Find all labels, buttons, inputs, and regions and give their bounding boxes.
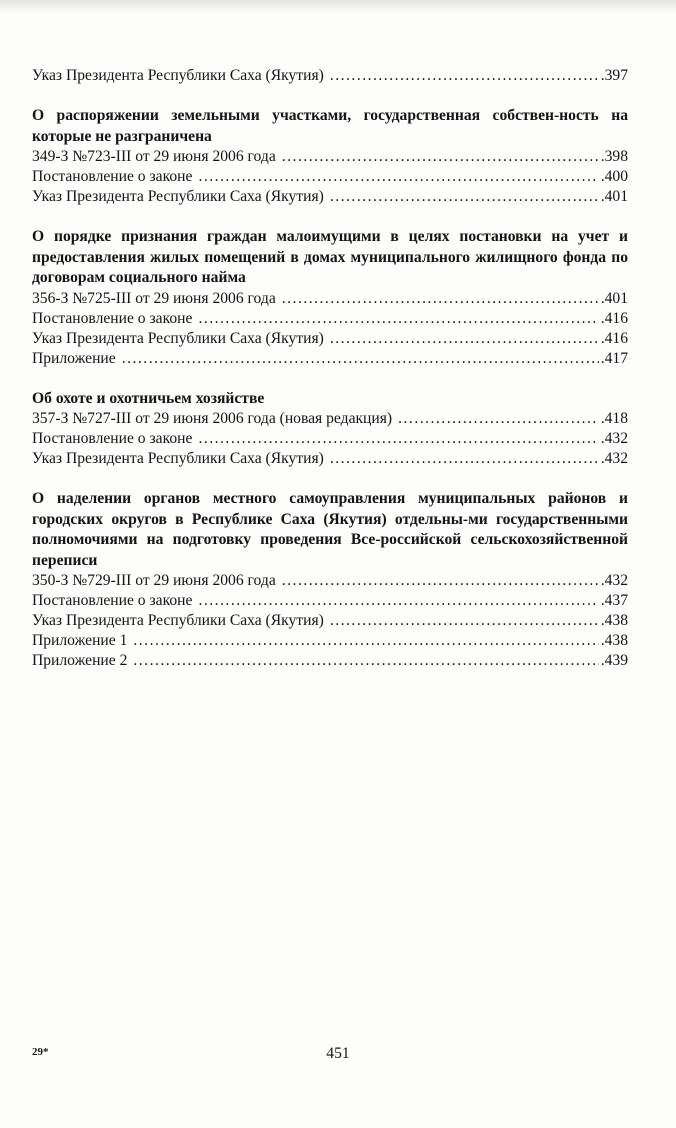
leader-dots [330, 449, 599, 469]
toc-entry[interactable] [32, 591, 628, 611]
section-title: О наделении органов местного самоуправления муниципальных районов и городских округов в Республике Саха (Якутия) отдельны-ми государственными полномочиями на подготовку проведения Все-российской сельскохозяйственной переписи [32, 490, 628, 569]
leader-dots [198, 429, 598, 449]
toc-entry[interactable] [32, 631, 628, 651]
toc-entry-page: .437 [600, 592, 628, 609]
leader-dots [282, 147, 599, 167]
toc-entry[interactable] [32, 309, 628, 329]
signature-mark: 29* [32, 1046, 49, 1058]
toc-entry-label: Указ Президента Республики Саха (Якутия) [32, 67, 324, 84]
toc-entry[interactable] [32, 349, 628, 369]
toc-entry-page: .397 [600, 67, 628, 84]
leader-dots [198, 591, 598, 611]
toc-entry-page: .416 [600, 329, 628, 347]
toc-entry-label: Постановление о законе [32, 430, 193, 447]
toc-section [32, 389, 628, 470]
toc-entry-label: Приложение [32, 349, 116, 367]
leader-dots [133, 651, 598, 671]
leader-dots [330, 329, 599, 349]
leader-dots [133, 631, 598, 651]
toc-entry-page: .400 [600, 168, 628, 185]
toc-entry[interactable] [32, 449, 628, 469]
toc-entry-label: Указ Президента Республики Саха (Якутия) [32, 329, 324, 347]
toc-entry-page: .398 [600, 148, 628, 165]
toc-entry[interactable] [32, 409, 628, 429]
leader-dots [398, 409, 599, 429]
toc-section [32, 489, 628, 671]
toc-entry-page: .416 [600, 309, 628, 327]
table-of-contents [32, 66, 628, 671]
toc-section [32, 227, 628, 369]
leader-dots [122, 349, 599, 369]
toc-entry[interactable] [32, 329, 628, 349]
leader-dots [198, 167, 598, 187]
toc-entry-label: 349-З №723-III от 29 июня 2006 года [32, 148, 276, 165]
section-title: Об охоте и охотничьем хозяйстве [32, 389, 265, 407]
toc-entry[interactable] [32, 187, 628, 207]
toc-entry-label: Указ Президента Республики Саха (Якутия) [32, 450, 324, 467]
toc-entry-page: .401 [600, 289, 628, 307]
toc-entry-page: .417 [600, 349, 628, 367]
toc-entry-label: Постановление о законе [32, 309, 193, 327]
toc-entry-page: .418 [600, 410, 628, 427]
intro-entries [32, 66, 628, 86]
toc-entry[interactable] [32, 571, 628, 591]
page-number: 451 [326, 1045, 350, 1062]
toc-entry-page: .439 [600, 652, 628, 669]
toc-entry[interactable] [32, 66, 628, 86]
leader-dots [330, 187, 599, 207]
leader-dots [330, 611, 599, 631]
toc-section [32, 106, 628, 207]
toc-entry-label: Указ Президента Республики Саха (Якутия) [32, 612, 324, 629]
section-title: О порядке признания граждан малоимущими в целях постановки на учет и предоставления жилых помещений в домах муниципального жилищного фонда по договорам социального найма [32, 228, 628, 286]
toc-entry-label: Постановление о законе [32, 168, 193, 185]
toc-entry[interactable] [32, 289, 628, 309]
toc-entry-page: .432 [600, 430, 628, 447]
toc-entry[interactable] [32, 167, 628, 187]
toc-entry-page: .432 [600, 450, 628, 467]
toc-entry-page: .438 [600, 632, 628, 649]
toc-entry-label: Приложение 1 [32, 632, 128, 649]
toc-entry[interactable] [32, 651, 628, 671]
toc-entry-label: Постановление о законе [32, 592, 193, 609]
page-top-edge [0, 0, 676, 14]
toc-entry[interactable] [32, 147, 628, 167]
toc-entry[interactable] [32, 611, 628, 631]
toc-entry-page: .432 [600, 572, 628, 589]
toc-entry-label: 356-З №725-III от 29 июня 2006 года [32, 289, 276, 307]
leader-dots [198, 309, 598, 329]
toc-entry-label: 350-З №729-III от 29 июня 2006 года [32, 572, 276, 589]
section-title: О распоряжении земельными участками, государственная собствен-ность на которые не разграничена [32, 107, 628, 145]
toc-entry-label: Указ Президента Республики Саха (Якутия) [32, 188, 324, 205]
toc-entry-page: .401 [600, 188, 628, 205]
leader-dots [330, 66, 599, 86]
toc-entry-page: .438 [600, 612, 628, 629]
toc-entry-label: Приложение 2 [32, 652, 128, 669]
toc-entry[interactable] [32, 429, 628, 449]
leader-dots [282, 571, 599, 591]
toc-entry-label: 357-З №727-III от 29 июня 2006 года (новая редакция) [32, 410, 393, 427]
leader-dots [282, 289, 599, 309]
